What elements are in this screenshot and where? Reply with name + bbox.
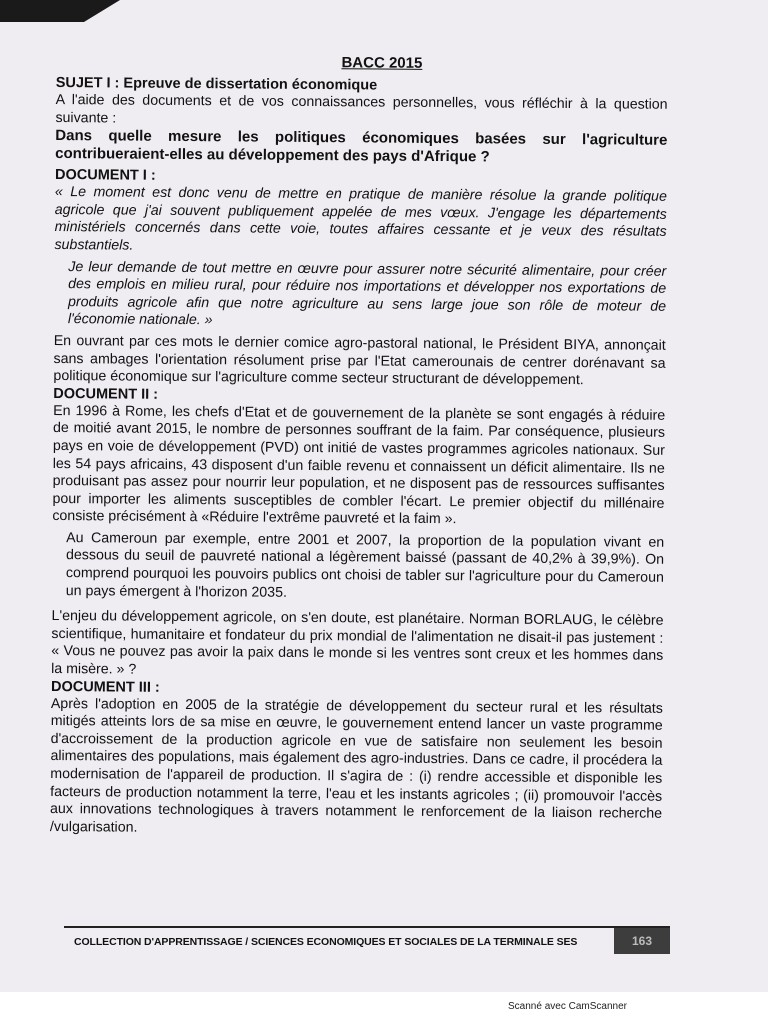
document3-paragraph-1: Après l'adoption en 2005 de la stratégie de développement du secteur rural et les résultats mitigés atteints lors de sa mise en œuvre, le gouvernement entend lancer un vaste programme d'accroissement de la production agricole en vue de satisfaire non seulement les besoin alimentaires des populations, mais également des agro-industries. Dans ce cadre, il procédera la modernisation de l'appareil de production. Il s'agira de : (i) rendre accessible et disponible les facteurs de production notamment la terre, l'eau et les instants agricoles ; (ii) promouvoir l'accès aux innovations technologiques à travers notamment le renforcement de la liaison recherche /vulgarisation.: [49, 695, 663, 836]
scan-corner-shadow: [0, 0, 120, 22]
page-number: 163: [614, 928, 670, 954]
scan-bottom-margin: [0, 992, 768, 1024]
document-content: [50, 52, 668, 841]
document1-heading: DOCUMENT I :: [54, 167, 156, 184]
document2-paragraph-2: Au Cameroun par exemple, entre 2001 et 2007, la proportion de la population vivant en dessous du seuil de pauvreté national a légèrement baissé (passant de 40,2% à 39,9%). On comprend pourquoi les pouvoirs publics ont choisi de tabler sur l'agriculture pour du Cameroun un pays émergent à l'horizon 2035.: [65, 529, 665, 601]
document2-heading: DOCUMENT II :: [53, 385, 159, 403]
document1-quote-paragraph-1: « Le moment est donc venu de mettre en pratique de manière résolue la grande politique agricole que j'ai souvent publiquement appelée de mes vœux. J'engage les départements ministériels concernés dans cette voie, toutes affaires cessante et je veux des résultats substantiels.: [54, 184, 667, 254]
subject-instruction: A l'aide des documents et de vos connaissances personnelles, vous réfléchir à la question suivante :: [55, 91, 668, 127]
document2-paragraph-3: L'enjeu du développement agricole, on s'en doute, est planétaire. Norman BORLAUG, le célèbre scientifique, humanitaire et fondateur du prix mondial de l'alimentation ne disait-il pas justement : « Vous ne pouvez pas avoir la paix dans le monde si les ventres sont creux et les hommes dans la misère. » ?: [51, 608, 664, 678]
subject-question: Dans quelle mesure les politiques économiques basées sur l'agriculture contribueraient-elles au développement des pays d'Afrique ?: [55, 127, 668, 166]
document1-quote-paragraph-2: Je leur demande de tout mettre en œuvre pour assurer notre sécurité alimentaire, pour créer des emplois en milieu rural, pour réduire nos importations et développer nos exportations de produits agricole afin que notre agriculture au sens large joue son rôle de moteur de l'économie nationale. »: [67, 258, 667, 329]
footer-collection-text: COLLECTION D'APPRENTISSAGE / SCIENCES ECONOMIQUES ET SOCIALES DE LA TERMINALE SES: [74, 936, 578, 948]
document3-heading: DOCUMENT III :: [50, 678, 160, 696]
scanner-watermark: Scanné avec CamScanner: [508, 1001, 627, 1012]
exam-title: BACC 2015: [341, 54, 423, 72]
document2-paragraph-1: En 1996 à Rome, les chefs d'Etat et de gouvernement de la planète se sont engagés à réduire de moitié avant 2015, le nombre de personnes souffrant de la faim. Par conséquence, plusieurs pays en voie de développement (PVD) ont initié de vastes programmes agricoles nationaux. Sur les 54 pays africains, 43 disposent d'un faible revenu et connaissent un déficit alimentaire. Ils ne produisant pas assez pour nourrir leur population, et ne disposent pas de ressources suffisantes pour importer les aliments susceptibles de combler l'écart. Le premier objectif du millénaire consiste précisément à «Réduire l'extrême pauvreté et la faim ».: [52, 402, 666, 528]
subject-heading: SUJET I : Epreuve de dissertation économique: [55, 74, 378, 94]
document1-commentary: En ouvrant par ces mots le dernier comice agro-pastoral national, le Président BIYA, annonçait sans ambages l'orientation résolument prise par l'Etat camerounais de centrer dorénavant sa politique économique sur l'agriculture comme secteur structurant de développement.: [53, 332, 666, 389]
page-footer: [64, 926, 670, 954]
